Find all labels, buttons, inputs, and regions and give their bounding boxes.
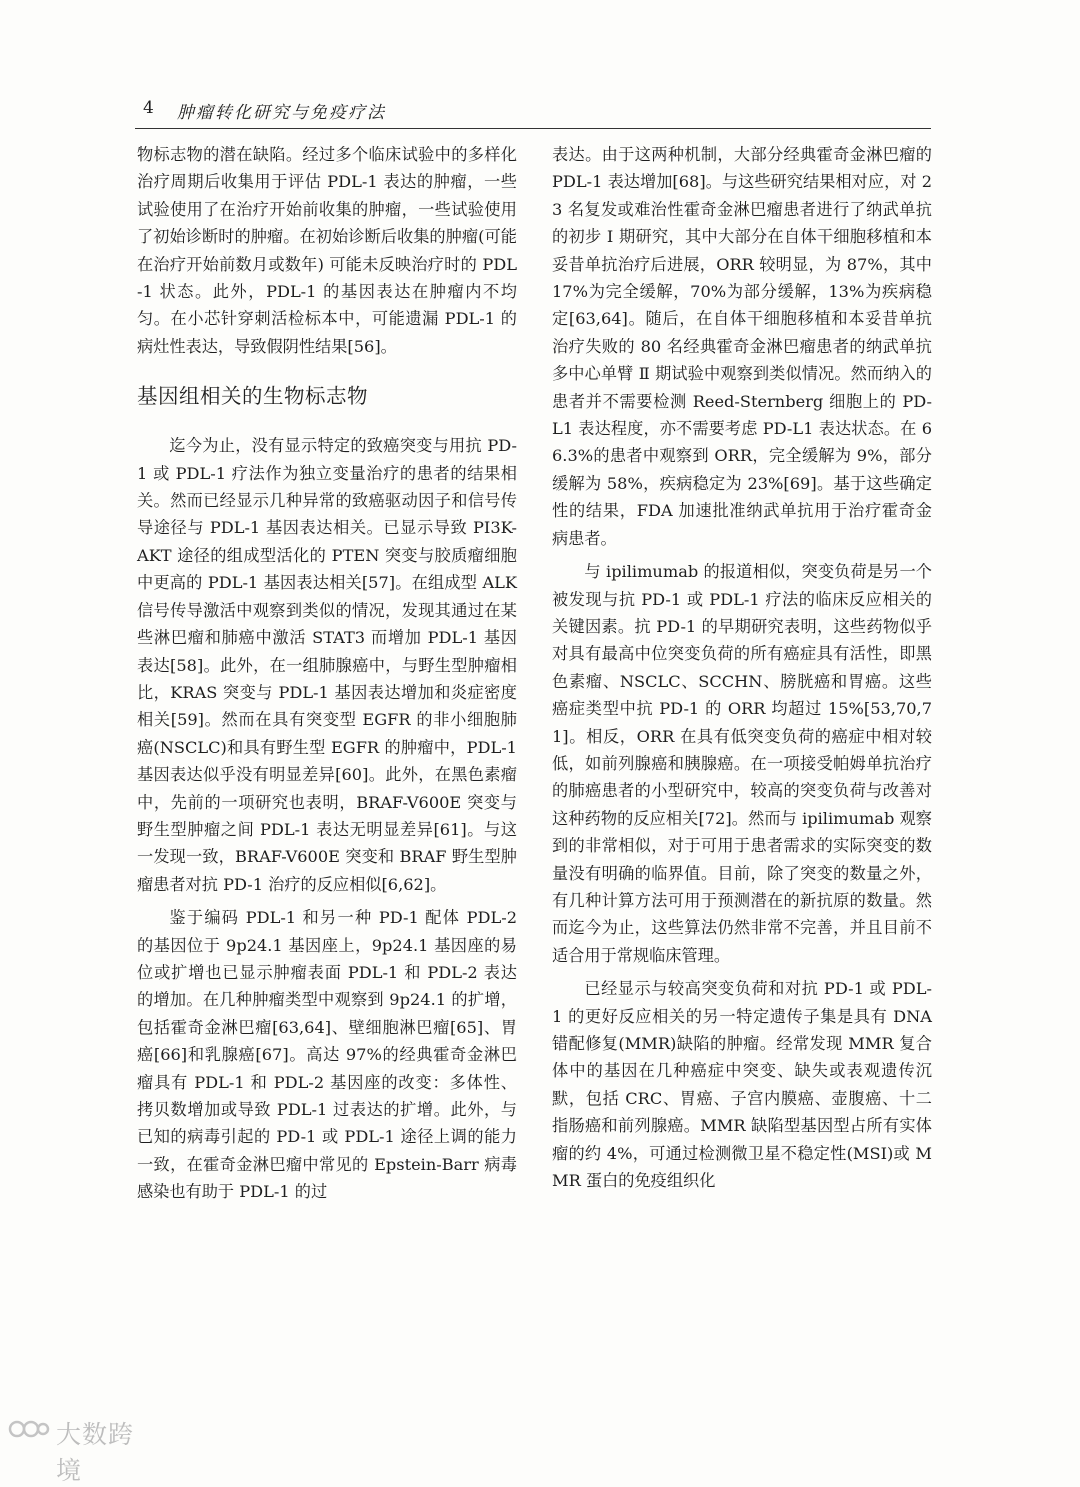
right-paragraph-2: 与 ipilimumab 的报道相似，突变负荷是另一个被发现与抗 PD-1 或 PDL-1 疗法的临床反应相关的关键因素。抗 PD-1 的早期研究表明，这些药物似乎对具有最高中位突变负荷的所有癌症具有活性，即黑色素瘤、NSCLC、SCCHN、膀胱癌和胃癌。这些癌症类型中抗 PD-1 的 ORR 均超过 15%[53,70,71]。相反，ORR 在具有低突变负荷的癌症中相对较低，如前列腺癌和胰腺癌。在一项接受帕姆单抗治疗的肺癌患者的小型研究中，较高的突变负荷与改善对这种药物的反应相关[72]。然而与 ipilimumab 观察到的非常相似，对于可用于患者需求的实际突变的数量没有明确的临界值。目前，除了突变的数量之外，有几种计算方法可用于预测潜在的新抗原的数量。然而迄今为止，这些算法仍然非常不完善，并且目前不适合用于常规临床管理。 (552, 562, 932, 965)
left-paragraph-1: 物标志物的潜在缺陷。经过多个临床试验中的多样化治疗周期后收集用于评估 PDL-1 表达的肿瘤，一些试验使用了在治疗开始前收集的肿瘤，一些试验使用了初始诊断时的肿瘤。在初始诊断后收集的肿瘤(可能在治疗开始前数月或数年) 可能未反映治疗时的 PDL-1 状态。此外，PDL-1 的基因表达在肿瘤内不均匀。在小芯针穿刺活检标本中，可能遗漏 PDL-1 的病灶性表达，导致假阴性结果[56]。 (137, 145, 517, 356)
header-rule (135, 128, 931, 129)
watermark-logo-icon (8, 1416, 50, 1442)
right-paragraph-1: 表达。由于这两种机制，大部分经典霍奇金淋巴瘤的 PDL-1 表达增加[68]。与这些研究结果相对应，对 23 名复发或难治性霍奇金淋巴瘤患者进行了纳武单抗的初步 Ⅰ 期研究，其中大部分在自体干细胞移植和本妥昔单抗治疗后进展，ORR 较明显，为 87%，其中 17%为完全缓解，70%为部分缓解，13%为疾病稳定[63,64]。随后，在自体干细胞移植和本妥昔单抗治疗失败的 80 名经典霍奇金淋巴瘤患者的纳武单抗多中心单臂 Ⅱ 期试验中观察到类似情况。然而纳入的患者并不需要检测 Reed-Sternberg 细胞上的 PD-L1 表达程度，亦不需要考虑 PD-L1 表达状态。在 66.3%的患者中观察到 ORR，完全缓解为 9%，部分缓解为 58%，疾病稳定为 23%[69]。基于这些确定性的结果，FDA 加速批准纳武单抗用于治疗霍奇金病患者。 (552, 145, 932, 548)
section-heading: 基因组相关的生物标志物 (137, 384, 368, 409)
left-column (137, 141, 517, 1206)
book-title: 肿瘤转化研究与免疫疗法 (177, 103, 386, 123)
left-paragraph-2: 迄今为止，没有显示特定的致癌突变与用抗 PD-1 或 PDL-1 疗法作为独立变量治疗的患者的结果相关。然而已经显示几种异常的致癌驱动因子和信号传导途径与 PDL-1 基因表达相关。已显示导致 PI3K-AKT 途径的组成型活化的 PTEN 突变与胶质瘤细胞中更高的 PDL-1 基因表达相关[57]。在组成型 ALK 信号传导激活中观察到类似的情况，发现其通过在某些淋巴瘤和肺癌中激活 STAT3 而增加 PDL-1 基因表达[58]。此外，在一组肺腺癌中，与野生型肿瘤相比，KRAS 突变与 PDL-1 基因表达增加和炎症密度相关[59]。然而在具有突变型 EGFR 的非小细胞肺癌(NSCLC)和具有野生型 EGFR 的肿瘤中，PDL-1 基因表达似乎没有明显差异[60]。此外，在黑色素瘤中，先前的一项研究也表明，BRAF-V600E 突变与野生型肿瘤之间 PDL-1 表达无明显差异[61]。与这一发现一致，BRAF-V600E 突变和 BRAF 野生型肿瘤患者对抗 PD-1 治疗的反应相似[6,62]。 (137, 436, 517, 894)
page-number: 4 (143, 98, 154, 118)
watermark-text: 大数跨境 (56, 1420, 135, 1485)
running-header (135, 96, 935, 126)
left-paragraph-3: 鉴于编码 PDL-1 和另一种 PD-1 配体 PDL-2 的基因位于 9p24.1 基因座上，9p24.1 基因座的易位或扩增也已显示肿瘤表面 PDL-1 和 PDL-2 表达的增加。在几种肿瘤类型中观察到 9p24.1 的扩增，包括霍奇金淋巴瘤[63,64]、壁细胞淋巴瘤[65]、胃癌[66]和乳腺癌[67]。高达 97%的经典霍奇金淋巴瘤具有 PDL-1 和 PDL-2 基因座的改变：多体性、拷贝数增加或导致 PDL-1 过表达的扩增。此外，与已知的病毒引起的 PD-1 或 PDL-1 途径上调的能力一致，在霍奇金淋巴瘤中常见的 Epstein-Barr 病毒感染也有助于 PDL-1 的过 (137, 908, 517, 1202)
right-column (552, 141, 932, 1194)
watermark (6, 1412, 156, 1485)
right-paragraph-3: 已经显示与较高突变负荷和对抗 PD-1 或 PDL-1 的更好反应相关的另一特定遗传子集是具有 DNA 错配修复(MMR)缺陷的肿瘤。经常发现 MMR 复合体中的基因在几种癌症中突变、缺失或表观遗传沉默，包括 CRC、胃癌、子宫内膜癌、壶腹癌、十二指肠癌和前列腺癌。MMR 缺陷型基因型占所有实体瘤的约 4%，可通过检测微卫星不稳定性(MSI)或 MMR 蛋白的免疫组织化 (552, 979, 932, 1191)
